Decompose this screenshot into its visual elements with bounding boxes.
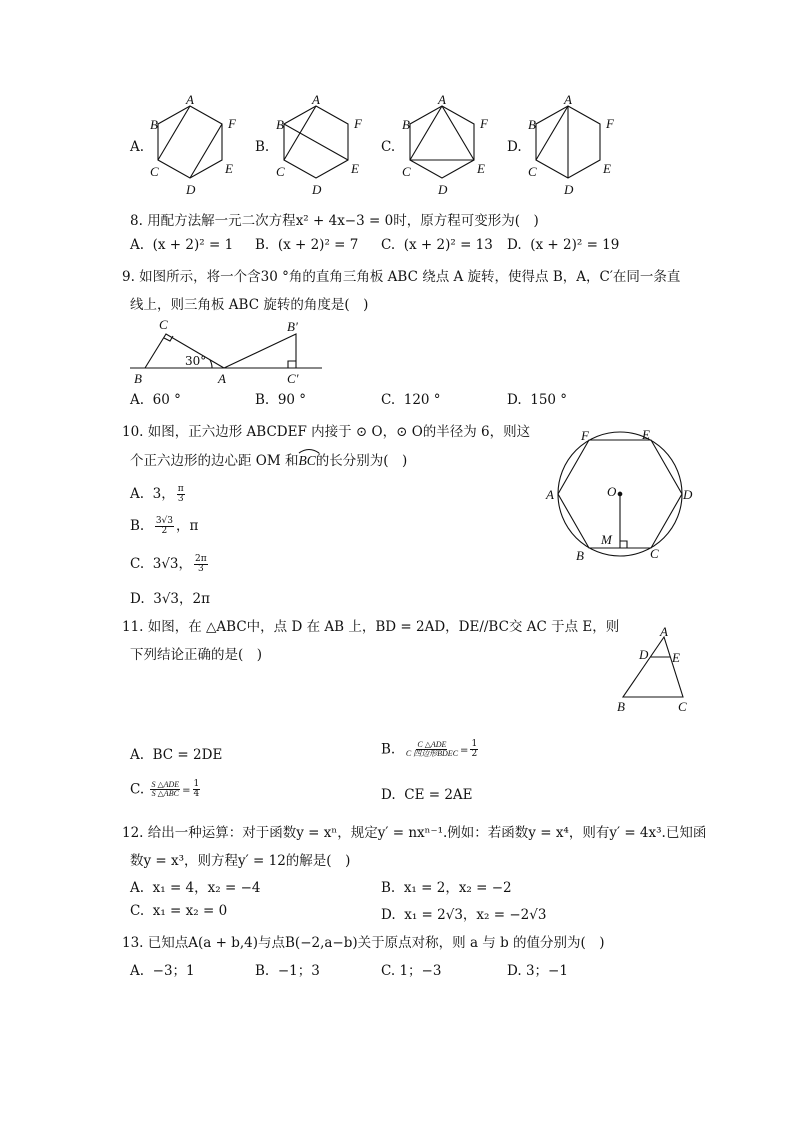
q10-label-b: B — [576, 548, 584, 563]
q7a-label-b: B — [150, 117, 158, 132]
q7d-label-f: F — [606, 116, 614, 131]
q7c-label-f: F — [480, 116, 488, 131]
q8-equation: x² + 4x−3 = 0 — [295, 213, 394, 229]
q11-label-b: B — [617, 699, 625, 714]
q7a-label-e: E — [225, 161, 233, 176]
q13-option-a[interactable]: A. −3；1 — [130, 963, 195, 979]
q7c-label-a: A — [438, 92, 446, 107]
q7c-label-c: C — [402, 164, 411, 179]
q9-label-c-prime: C′ — [287, 371, 299, 386]
q10-label-a: A — [546, 487, 554, 502]
q11-label-c: C — [678, 699, 687, 714]
q10-option-c[interactable]: C. 3√3， $\frac{2\pi}{3}$ — [130, 553, 207, 574]
q7b-label-d: D — [312, 182, 322, 197]
q11-label-d: D — [639, 647, 649, 662]
q10-label-o: O — [607, 484, 617, 499]
q11-option-b[interactable]: B. $\frac{\text{C △ADE}}{\text{C 四边形BDEC}}$ = $\frac{1}{2}$ — [381, 739, 478, 760]
q7b-label-c: C — [276, 164, 285, 179]
q9-angle-label: 30° — [185, 354, 207, 368]
q8-option-a[interactable]: A. (x + 2)² = 1 — [130, 237, 234, 253]
q11-label-a: A — [660, 624, 668, 639]
q10-option-b[interactable]: B. $\frac{3√3}{2}$ ，π — [130, 515, 199, 536]
q10-label-f: F — [581, 428, 589, 443]
q8-stem-a: 用配方法解一元二次方程 — [147, 213, 296, 229]
q7b-label-b: B — [276, 117, 284, 132]
q9-option-a[interactable]: A. 60 ° — [130, 392, 181, 408]
q11-option-d[interactable]: D. CE = 2AE — [381, 787, 473, 803]
q13-stem-line1: 13. 已知点A(a + b,4)与点B(−2,a−b)关于原点对称，则 a 与 b 的值分别为( ) — [122, 935, 605, 951]
q7a-label-d: D — [186, 182, 196, 197]
q12-stem-line1: 12. 给出一种运算：对于函数y = xⁿ，规定y′ = nxⁿ⁻¹.例如：若函数y = x⁴，则有y′ = 4x³.已知函 — [122, 825, 707, 841]
q11-option-c[interactable]: C. $\frac{\text{S △ADE}}{\text{S △ABC}}$ = $\frac{1}{4}$ — [130, 779, 200, 800]
q13-option-d[interactable]: D. 3；−1 — [507, 963, 568, 979]
q8-option-c[interactable]: C. (x + 2)² = 13 — [381, 237, 493, 253]
q10-label-c: C — [650, 546, 659, 561]
q10-stem-line1: 10. 如图，正六边形 ABCDEF 内接于 ⊙ O，⊙ O的半径为 6，则这 — [122, 424, 531, 440]
q10-stem-line2b: 的长分别为( ) — [315, 453, 408, 469]
q7a-label-c: C — [150, 164, 159, 179]
q13-option-b[interactable]: B. −1；3 — [255, 963, 320, 979]
q12-option-c[interactable]: C. x₁ = x₂ = 0 — [130, 903, 228, 919]
q7b-label-a: A — [312, 92, 320, 107]
q11-stem-line2: 下列结论正确的是( ) — [130, 647, 263, 663]
q10-option-a[interactable]: A. 3， $\frac{\pi}{3}$ — [130, 483, 184, 504]
q7b-label-f: F — [354, 116, 362, 131]
q8-number: 8. — [130, 213, 143, 229]
q12-option-b[interactable]: B. x₁ = 2，x₂ = −2 — [381, 880, 512, 896]
q11-label-e: E — [672, 650, 680, 665]
q10-option-d[interactable]: D. 3√3，2π — [130, 591, 210, 607]
q7d-label-b: B — [528, 117, 536, 132]
q7a-label-f: F — [228, 116, 236, 131]
q7d-label-d: D — [564, 182, 574, 197]
q7a-label-a: A — [186, 92, 194, 107]
q7-option-c-letter: C. — [381, 139, 396, 155]
q7d-label-e: E — [603, 161, 611, 176]
q12-option-d[interactable]: D. x₁ = 2√3，x₂ = −2√3 — [381, 907, 547, 923]
q10-stem-line2a: 个正六边形的边心距 OM 和 — [130, 453, 299, 469]
q8-option-b[interactable]: B. (x + 2)² = 7 — [255, 237, 359, 253]
q10-arc-bc: BC — [298, 453, 315, 469]
q9-stem-line2: 线上，则三角板 ABC 旋转的角度是( ) — [130, 297, 369, 313]
q7c-label-e: E — [477, 161, 485, 176]
q10-label-d: D — [683, 487, 693, 502]
q11-stem-line1: 11. 如图，在 △ABC中，点 D 在 AB 上，BD = 2AD，DE//BC交 AC 于点 E，则 — [122, 619, 620, 635]
q9-label-b-prime: B′ — [287, 319, 298, 334]
q9-option-b[interactable]: B. 90 ° — [255, 392, 307, 408]
q11-option-a[interactable]: A. BC = 2DE — [130, 747, 223, 763]
q7d-label-a: A — [564, 92, 572, 107]
q10-label-m: M — [601, 532, 612, 547]
q9-label-c: C — [159, 317, 168, 332]
q7-option-a-letter: A. — [130, 139, 145, 155]
q9-option-c[interactable]: C. 120 ° — [381, 392, 441, 408]
q12-stem-line2: 数y = x³，则方程y′ = 12的解是( ) — [130, 853, 351, 869]
q7-option-b-letter: B. — [255, 139, 270, 155]
q7b-label-e: E — [351, 161, 359, 176]
q9-label-b: B — [134, 371, 142, 386]
q10-label-e: E — [642, 427, 650, 442]
q7-option-d-letter: D. — [507, 139, 522, 155]
q7d-label-c: C — [528, 164, 537, 179]
q8-stem-b: 时，原方程可变形为( ) — [393, 213, 539, 229]
q13-option-c[interactable]: C. 1；−3 — [381, 963, 442, 979]
q7c-label-b: B — [402, 117, 410, 132]
q8-option-d[interactable]: D. (x + 2)² = 19 — [507, 237, 620, 253]
q9-stem-line1: 9. 如图所示，将一个含30 °角的直角三角板 ABC 绕点 A 旋转，使得点 B，A，C′在同一条直 — [122, 269, 681, 285]
q9-label-a: A — [218, 371, 226, 386]
q7c-label-d: D — [438, 182, 448, 197]
q9-option-d[interactable]: D. 150 ° — [507, 392, 568, 408]
q12-option-a[interactable]: A. x₁ = 4，x₂ = −4 — [130, 880, 261, 896]
